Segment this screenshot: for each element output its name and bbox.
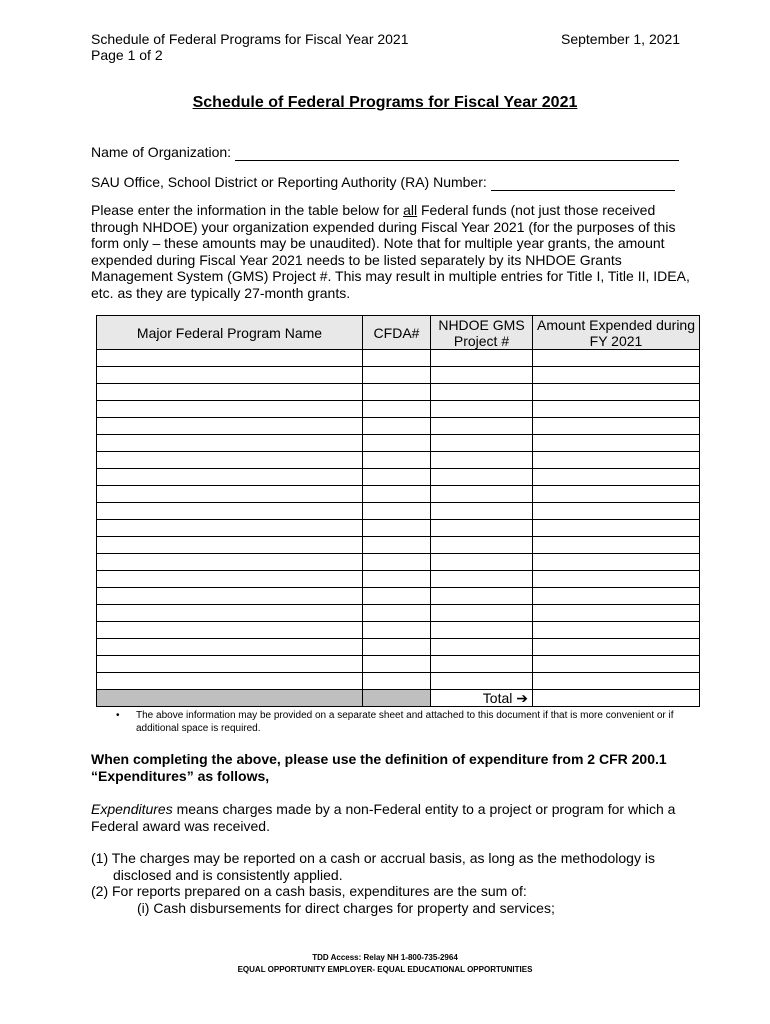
gms-project-cell[interactable]	[431, 554, 533, 571]
org-name-label: Name of Organization:	[91, 144, 232, 160]
gms-project-cell[interactable]	[431, 418, 533, 435]
footer-eeo: EQUAL OPPORTUNITY EMPLOYER- EQUAL EDUCATIONAL OPPORTUNITIES	[237, 965, 533, 974]
amount-cell[interactable]	[533, 452, 700, 469]
header-date: September 1, 2021	[561, 31, 681, 47]
cfda-cell[interactable]	[363, 503, 431, 520]
cfda-cell[interactable]	[363, 401, 431, 418]
amount-cell[interactable]	[533, 537, 700, 554]
program-name-cell[interactable]	[97, 673, 363, 690]
program-name-cell[interactable]	[97, 367, 363, 384]
program-name-cell[interactable]	[97, 469, 363, 486]
org-name-blank[interactable]	[235, 146, 679, 161]
definition-text: means charges made by a non-Federal entity to a project or program for which a Federal award was received.	[91, 801, 676, 834]
gms-project-cell[interactable]	[431, 639, 533, 656]
gms-project-cell[interactable]	[431, 520, 533, 537]
table-row	[97, 656, 700, 673]
sau-number-field	[91, 174, 675, 191]
table-row	[97, 418, 700, 435]
program-name-cell[interactable]	[97, 588, 363, 605]
amount-cell[interactable]	[533, 520, 700, 537]
total-row	[97, 690, 700, 707]
table-row	[97, 401, 700, 418]
col-header-gms-project: NHDOE GMS Project #	[431, 316, 533, 350]
instructions-text-2: Federal funds (not just those received through NHDOE) your organization expended during Fiscal Year 2021 (for the purposes of this form only – these amounts may be unaudited). Note that for multiple year grants, the amount expended during Fiscal Year 2021 needs to be listed separately by its NHDOE Grants Management System (GMS) Project #. This may result in multiple entries for Title I, Title II, IDEA, etc. as they are typically 27-month grants.	[91, 202, 690, 301]
amount-cell[interactable]	[533, 503, 700, 520]
amount-cell[interactable]	[533, 401, 700, 418]
program-name-cell[interactable]	[97, 537, 363, 554]
gms-project-cell[interactable]	[431, 588, 533, 605]
col-header-cfda: CFDA#	[363, 316, 431, 350]
table-row	[97, 486, 700, 503]
program-name-cell[interactable]	[97, 605, 363, 622]
footer	[0, 952, 770, 976]
program-name-cell[interactable]	[97, 503, 363, 520]
cfda-cell[interactable]	[363, 639, 431, 656]
cfda-cell[interactable]	[363, 537, 431, 554]
gms-project-cell[interactable]	[431, 384, 533, 401]
instructions-text-1: Please enter the information in the table below for	[91, 202, 404, 218]
cfda-cell[interactable]	[363, 452, 431, 469]
page-title: Schedule of Federal Programs for Fiscal Year 2021	[192, 94, 578, 111]
amount-cell[interactable]	[533, 605, 700, 622]
program-name-cell[interactable]	[97, 452, 363, 469]
amount-cell[interactable]	[533, 622, 700, 639]
amount-cell[interactable]	[533, 639, 700, 656]
amount-cell[interactable]	[533, 418, 700, 435]
gms-project-cell[interactable]	[431, 571, 533, 588]
cfda-cell[interactable]	[363, 571, 431, 588]
total-label: Total ➔	[431, 690, 533, 707]
cfda-cell[interactable]	[363, 486, 431, 503]
amount-cell[interactable]	[533, 588, 700, 605]
amount-cell[interactable]	[533, 554, 700, 571]
cfda-cell[interactable]	[363, 435, 431, 452]
sau-number-blank[interactable]	[491, 176, 675, 191]
table-row	[97, 469, 700, 486]
org-name-field	[91, 144, 679, 161]
cfda-cell[interactable]	[363, 588, 431, 605]
footer-tdd: TDD Access: Relay NH 1-800-735-2964	[312, 953, 458, 962]
amount-cell[interactable]	[533, 350, 700, 367]
table-row	[97, 622, 700, 639]
gms-project-cell[interactable]	[431, 469, 533, 486]
table-row	[97, 571, 700, 588]
program-name-cell[interactable]	[97, 435, 363, 452]
table-body	[97, 350, 700, 707]
table-row	[97, 384, 700, 401]
table-row	[97, 639, 700, 656]
cfda-cell[interactable]	[363, 350, 431, 367]
gms-project-cell[interactable]	[431, 622, 533, 639]
program-name-cell[interactable]	[97, 418, 363, 435]
col-header-amount: Amount Expended during FY 2021	[533, 316, 700, 350]
federal-programs-table	[96, 315, 700, 707]
instructions-emphasis: all	[403, 202, 418, 218]
gms-project-cell[interactable]	[431, 452, 533, 469]
cfda-cell[interactable]	[363, 520, 431, 537]
table-row	[97, 367, 700, 384]
amount-cell[interactable]	[533, 571, 700, 588]
definition-term: Expenditures	[91, 801, 173, 817]
amount-cell[interactable]	[533, 469, 700, 486]
total-shaded-cell	[363, 690, 431, 707]
table-row	[97, 605, 700, 622]
total-amount-cell[interactable]	[533, 690, 700, 707]
header-doc-title: Schedule of Federal Programs for Fiscal Year 2021	[91, 31, 409, 47]
total-shaded-cell	[97, 690, 363, 707]
amount-cell[interactable]	[533, 367, 700, 384]
expenditure-subheading: When completing the above, please use the definition of expenditure from 2 CFR 200.1 “Expenditures” as follows,	[91, 751, 667, 784]
gms-project-cell[interactable]	[431, 503, 533, 520]
program-name-cell[interactable]	[97, 622, 363, 639]
table-row	[97, 554, 700, 571]
amount-cell[interactable]	[533, 435, 700, 452]
table-row	[97, 588, 700, 605]
amount-cell[interactable]	[533, 486, 700, 503]
table-note-text: The above information may be provided on a separate sheet and attached to this document if that is more convenient or if additional space is required.	[136, 710, 674, 734]
table-row	[97, 673, 700, 690]
item-2: (2) For reports prepared on a cash basis, expenditures are the sum of:	[91, 883, 527, 899]
cfda-cell[interactable]	[363, 367, 431, 384]
bullet-icon: •	[116, 710, 120, 721]
gms-project-cell[interactable]	[431, 605, 533, 622]
item-1-continued: disclosed and is consistently applied.	[113, 866, 343, 883]
expenditure-definition	[91, 801, 691, 834]
program-name-cell[interactable]	[97, 554, 363, 571]
cfda-cell[interactable]	[363, 656, 431, 673]
table-row	[97, 435, 700, 452]
gms-project-cell[interactable]	[431, 656, 533, 673]
table-row	[97, 503, 700, 520]
item-1: (1) The charges may be reported on a cash or accrual basis, as long as the methodology is	[91, 850, 655, 866]
cfda-cell[interactable]	[363, 605, 431, 622]
program-name-cell[interactable]	[97, 350, 363, 367]
gms-project-cell[interactable]	[431, 673, 533, 690]
sau-number-label: SAU Office, School District or Reporting Authority (RA) Number:	[91, 174, 487, 190]
cfda-cell[interactable]	[363, 469, 431, 486]
program-name-cell[interactable]	[97, 639, 363, 656]
table-row	[97, 520, 700, 537]
program-name-cell[interactable]	[97, 401, 363, 418]
program-name-cell[interactable]	[97, 571, 363, 588]
instructions-paragraph	[91, 202, 691, 301]
cfda-cell[interactable]	[363, 384, 431, 401]
expenditure-items	[91, 850, 691, 916]
program-name-cell[interactable]	[97, 384, 363, 401]
table-header-row	[97, 316, 700, 350]
gms-project-cell[interactable]	[431, 367, 533, 384]
gms-project-cell[interactable]	[431, 401, 533, 418]
amount-cell[interactable]	[533, 384, 700, 401]
header-page-number: Page 1 of 2	[91, 47, 163, 63]
program-name-cell[interactable]	[97, 486, 363, 503]
col-header-program-name: Major Federal Program Name	[97, 316, 363, 350]
amount-cell[interactable]	[533, 656, 700, 673]
gms-project-cell[interactable]	[431, 435, 533, 452]
gms-project-cell[interactable]	[431, 486, 533, 503]
gms-project-cell[interactable]	[431, 350, 533, 367]
program-name-cell[interactable]	[97, 520, 363, 537]
gms-project-cell[interactable]	[431, 537, 533, 554]
table-row	[97, 537, 700, 554]
cfda-cell[interactable]	[363, 673, 431, 690]
table-row	[97, 452, 700, 469]
table-row	[97, 350, 700, 367]
item-2-i: (i) Cash disbursements for direct charges for property and services;	[137, 899, 555, 916]
cfda-cell[interactable]	[363, 622, 431, 639]
cfda-cell[interactable]	[363, 418, 431, 435]
program-name-cell[interactable]	[97, 656, 363, 673]
cfda-cell[interactable]	[363, 554, 431, 571]
amount-cell[interactable]	[533, 673, 700, 690]
